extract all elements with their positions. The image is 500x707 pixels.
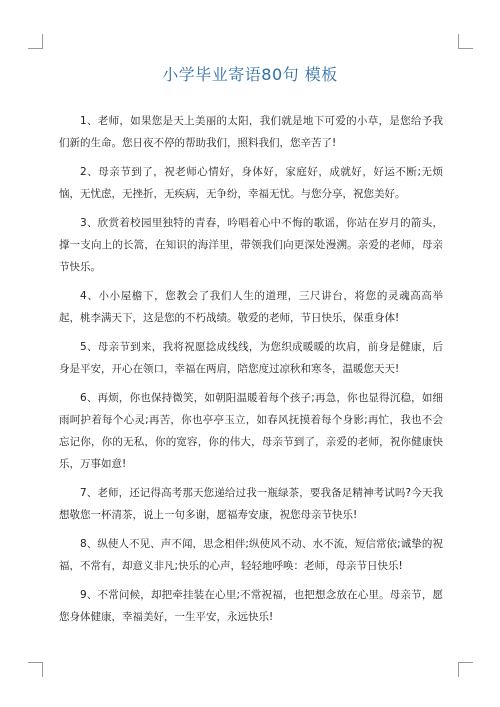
paragraph-3: 3、欣赏着校园里独特的青春，吟唱着心中不悔的歌谣，你站在岁月的箭头，撑一支向上的长篙，在知识的海洋里，带领我们向更深处漫溯。亲爱的老师，母亲节快乐。 (59, 217, 443, 273)
paragraph-7: 7、老师，还记得高考那天您递给过我一瓶绿茶，要我备足精神考试吗?今天我想敬您一杯清茶，说上一句多谢，愿福寿安康，祝您母亲节快乐! (59, 487, 443, 521)
document-title: 小学毕业寄语80句 模板 (162, 65, 338, 84)
paragraph-1: 1、老师，如果您是天上美丽的太阳，我们就是地下可爱的小草，是您给予我们新的生命。您日夜不停的帮助我们，照料我们，您辛苦了! (59, 115, 443, 149)
paragraph-2: 2、母亲节到了，祝老师心情好，身体好，家庭好，成就好，好运不断;无烦恼，无忧虑，无挫折，无疾病，无争纷，幸福无忧。与您分享，祝您美好。 (59, 166, 443, 200)
paragraph-5: 5、母亲节到来，我将祝愿捻成线线，为您织成暖暖的坎肩，前身是健康，后身是平安，开心在领口，幸福在两肩，陪您度过凉秋和寒冬，温暖您天天! (59, 341, 443, 375)
crop-mark-bottom-right (458, 662, 473, 677)
paragraph-8: 8、纵使人不见、声不闻，思念相伴;纵使风不动、水不流，短信常依;诚挚的祝福，不常有，却意义非凡;快乐的心声，轻轻地呼唤：老师，母亲节日快乐! (59, 538, 443, 572)
document-body (59, 110, 443, 635)
crop-mark-bottom-left (28, 662, 43, 677)
paragraph-4: 4、小小屋檐下，您教会了我们人生的道理，三尺讲台，将您的灵魂高高举起，桃李满天下，这是您的不朽战绩。敬爱的老师，节日快乐，保重身体! (59, 290, 443, 324)
crop-mark-top-right (458, 34, 473, 49)
crop-mark-top-left (28, 34, 43, 49)
paragraph-6: 6、再烦，你也保持微笑，如朝阳温暖着每个孩子;再急，你也显得沉稳，如细雨呵护着每个心灵;再苦，你也亭亭玉立，如春风抚摸着每个身影;再忙，我也不会忘记你，你的无私，你的宽容，你的伟大，母亲节到了，亲爱的老师，祝你健康快乐，万事如意! (59, 392, 443, 470)
paragraph-9: 9、不常问候，却把牵挂装在心里;不常祝福，也把想念放在心里。母亲节，愿您身体健康，幸福美好，一生平安，永远快乐! (59, 589, 443, 623)
